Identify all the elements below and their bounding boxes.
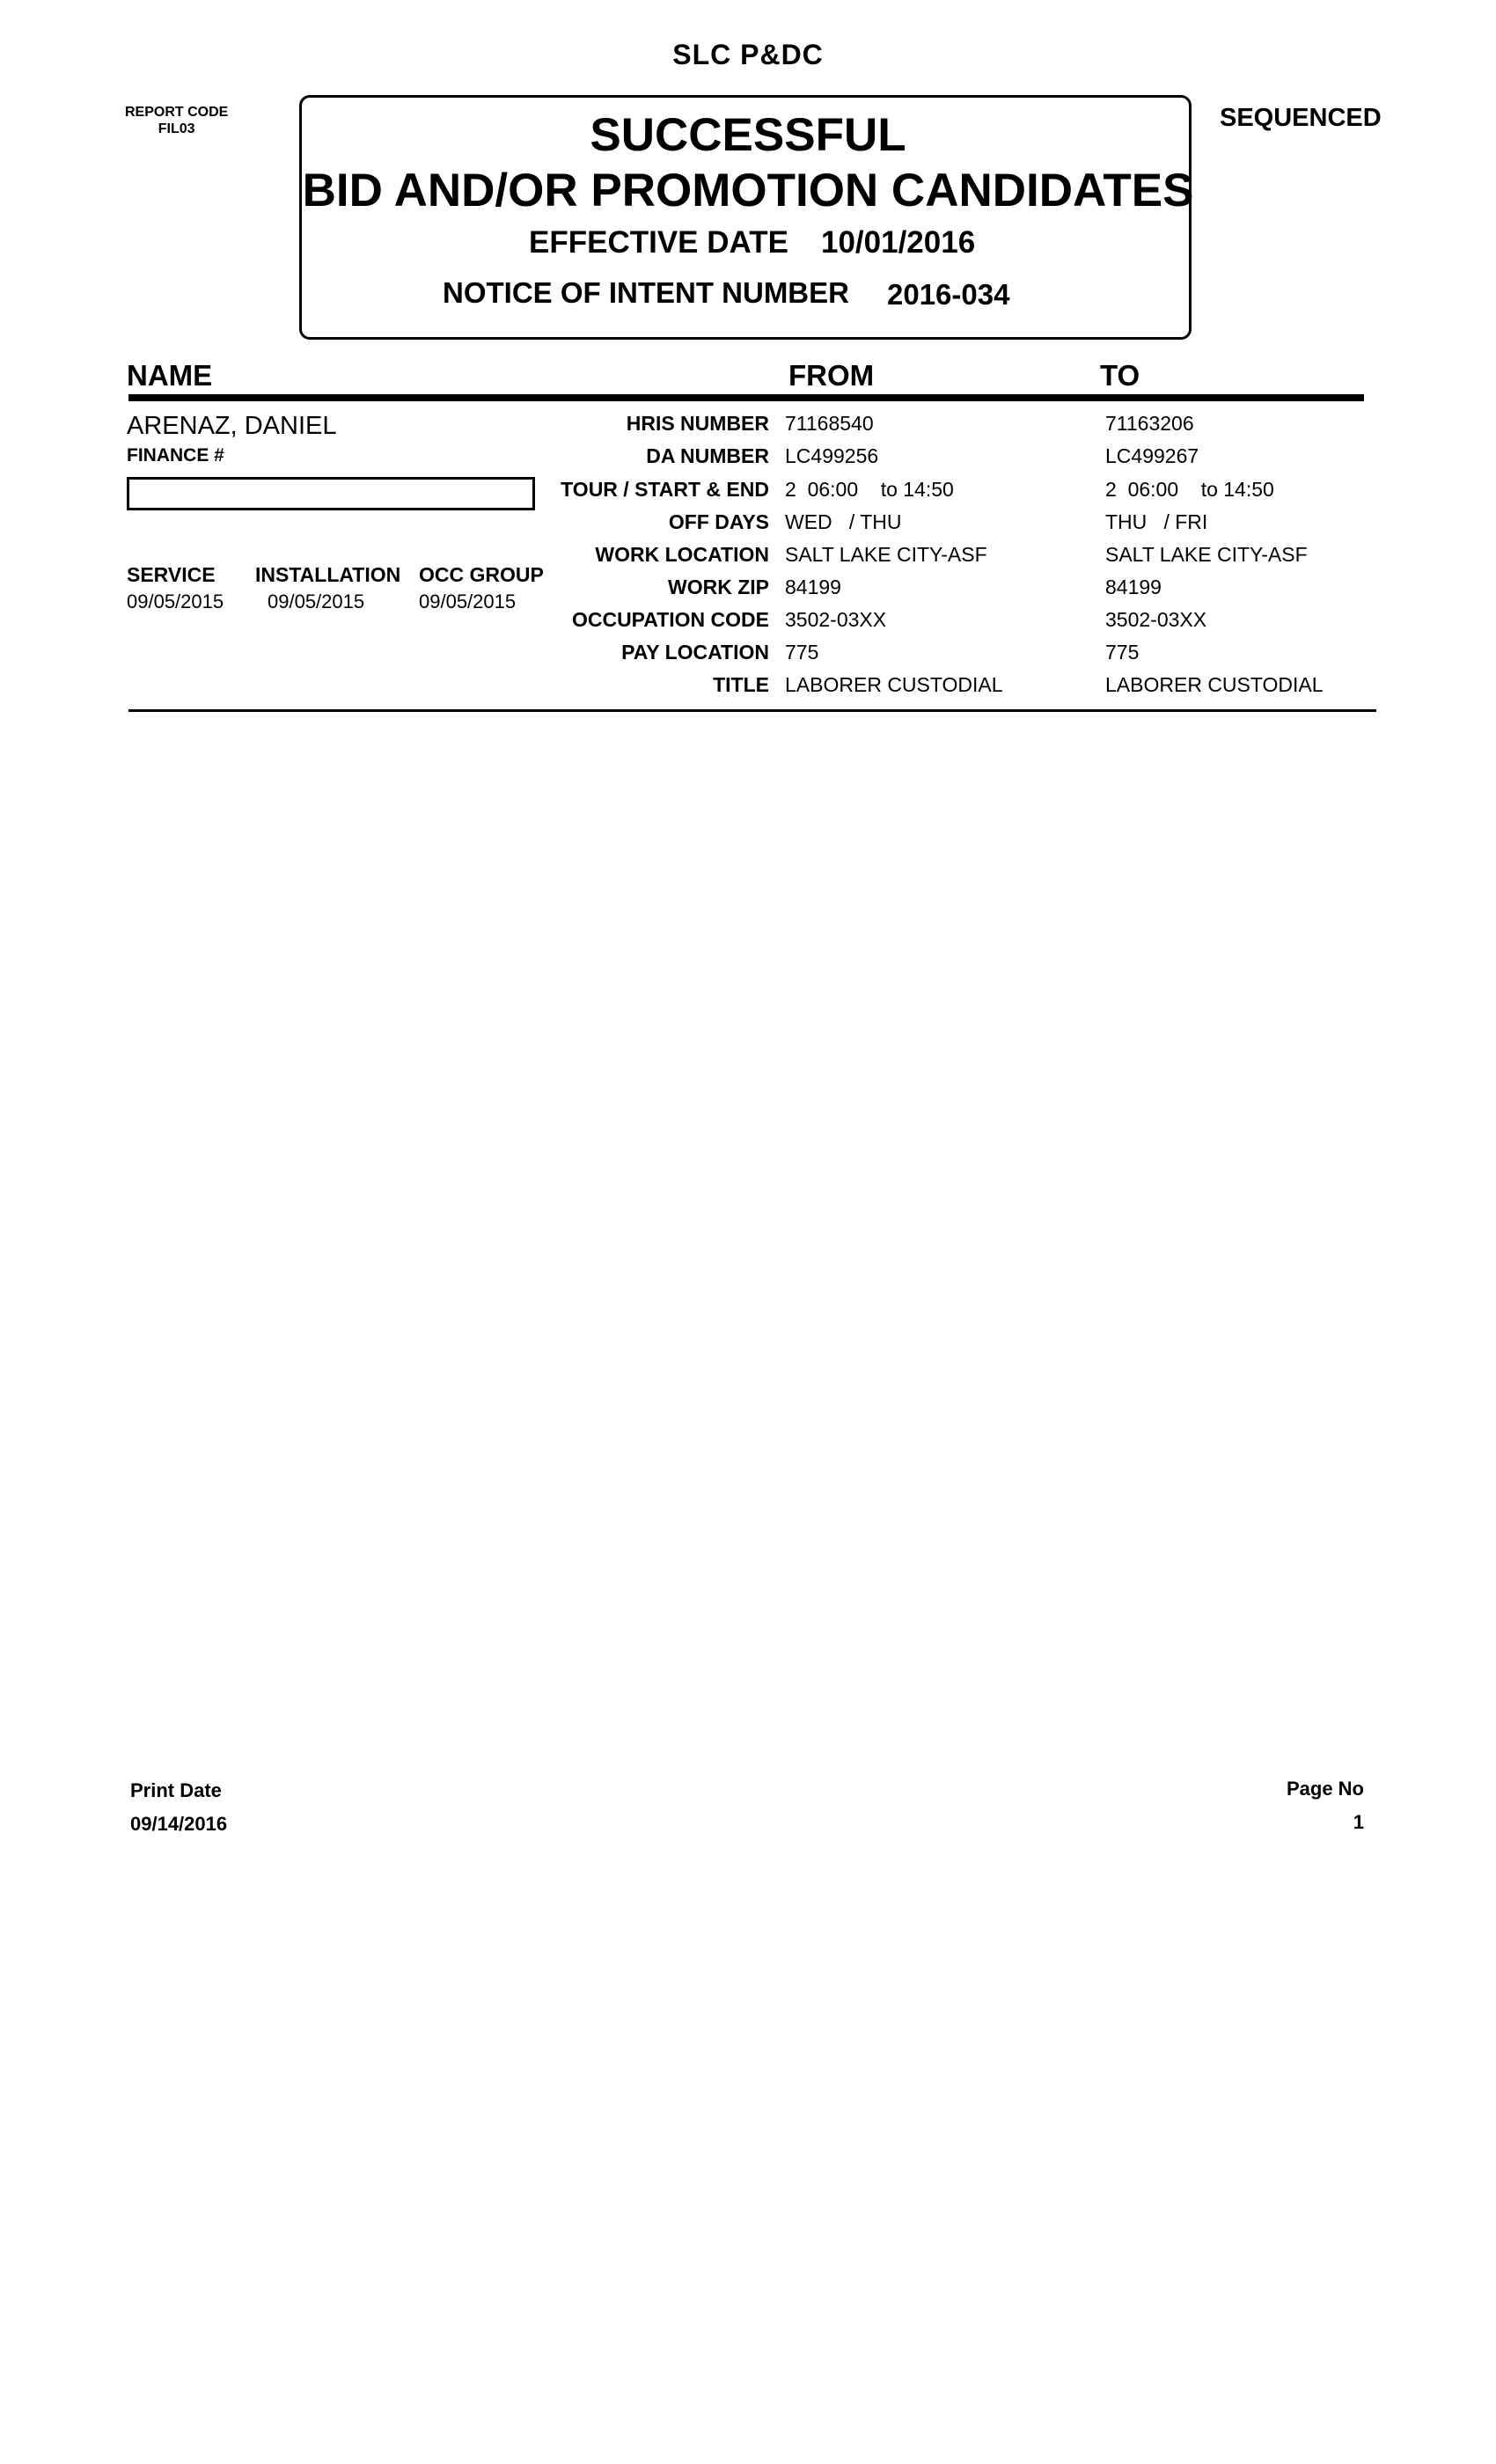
from-occupation-code: 3502-03XX: [785, 608, 887, 631]
to-da-number: LC499267: [1105, 444, 1199, 467]
finance-label: FINANCE #: [127, 445, 224, 466]
from-work-zip: 84199: [785, 576, 841, 598]
sequenced-label: SEQUENCED: [1220, 104, 1382, 132]
notice-title-line1: SUCCESSFUL: [590, 109, 906, 161]
to-tour: 2 06:00 to 14:50: [1105, 478, 1274, 501]
print-date-value: 09/14/2016: [130, 1813, 228, 1835]
column-header-name: NAME: [127, 359, 213, 392]
to-occupation-code: 3502-03XX: [1105, 608, 1207, 631]
page-number-label: Page No: [1286, 1778, 1364, 1800]
notice-box: [299, 95, 1192, 340]
from-da-number: LC499256: [785, 444, 879, 467]
finance-number-box: [127, 477, 535, 510]
field-label-occupation-code: OCCUPATION CODE: [571, 608, 769, 631]
report-code-value: FIL03: [158, 121, 195, 136]
from-work-location: SALT LAKE CITY-ASF: [785, 543, 987, 566]
field-label-title: TITLE: [713, 673, 769, 696]
field-label-hris: HRIS NUMBER: [626, 412, 769, 435]
field-label-da: DA NUMBER: [646, 444, 769, 467]
effective-date-value: 10/01/2016: [821, 225, 976, 260]
header-divider: [128, 394, 1364, 401]
column-header-from: FROM: [788, 359, 875, 392]
to-work-location: SALT LAKE CITY-ASF: [1105, 543, 1308, 566]
installation-date: 09/05/2015: [268, 590, 365, 612]
installation-label: INSTALLATION: [255, 563, 401, 586]
from-title: LABORER CUSTODIAL: [785, 673, 1003, 696]
facility-name: SLC P&DC: [672, 39, 824, 70]
notice-number-label: NOTICE OF INTENT NUMBER: [443, 276, 849, 309]
occ-group-date: 09/05/2015: [419, 590, 517, 612]
from-pay-location: 775: [785, 641, 819, 664]
employee-name: ARENAZ, DANIEL: [127, 412, 337, 440]
page-number-value: 1: [1353, 1811, 1364, 1833]
field-label-tour: TOUR / START & END: [561, 478, 769, 501]
notice-number-value: 2016-034: [887, 278, 1010, 311]
notice-title-line2: BID AND/OR PROMOTION CANDIDATES: [302, 165, 1194, 216]
service-label: SERVICE: [127, 563, 216, 586]
field-label-off-days: OFF DAYS: [668, 510, 769, 533]
occ-group-label: OCC GROUP: [419, 563, 544, 586]
to-work-zip: 84199: [1105, 576, 1162, 598]
report-code: [125, 104, 228, 137]
from-tour: 2 06:00 to 14:50: [785, 478, 954, 501]
to-hris-number: 71163206: [1105, 412, 1194, 435]
field-label-pay-location: PAY LOCATION: [621, 641, 769, 664]
from-hris-number: 71168540: [785, 412, 874, 435]
record-divider: [128, 709, 1376, 712]
to-pay-location: 775: [1105, 641, 1140, 664]
to-off-days: THU / FRI: [1105, 510, 1208, 533]
from-off-days: WED / THU: [785, 510, 902, 533]
service-date: 09/05/2015: [127, 590, 224, 612]
effective-date-label: EFFECTIVE DATE: [529, 225, 788, 260]
column-header-to: TO: [1100, 359, 1140, 392]
field-label-work-zip: WORK ZIP: [668, 576, 769, 598]
to-title: LABORER CUSTODIAL: [1105, 673, 1324, 696]
report-code-label: REPORT CODE: [125, 105, 229, 120]
field-label-work-location: WORK LOCATION: [595, 543, 769, 566]
print-date-label: Print Date: [130, 1779, 222, 1801]
